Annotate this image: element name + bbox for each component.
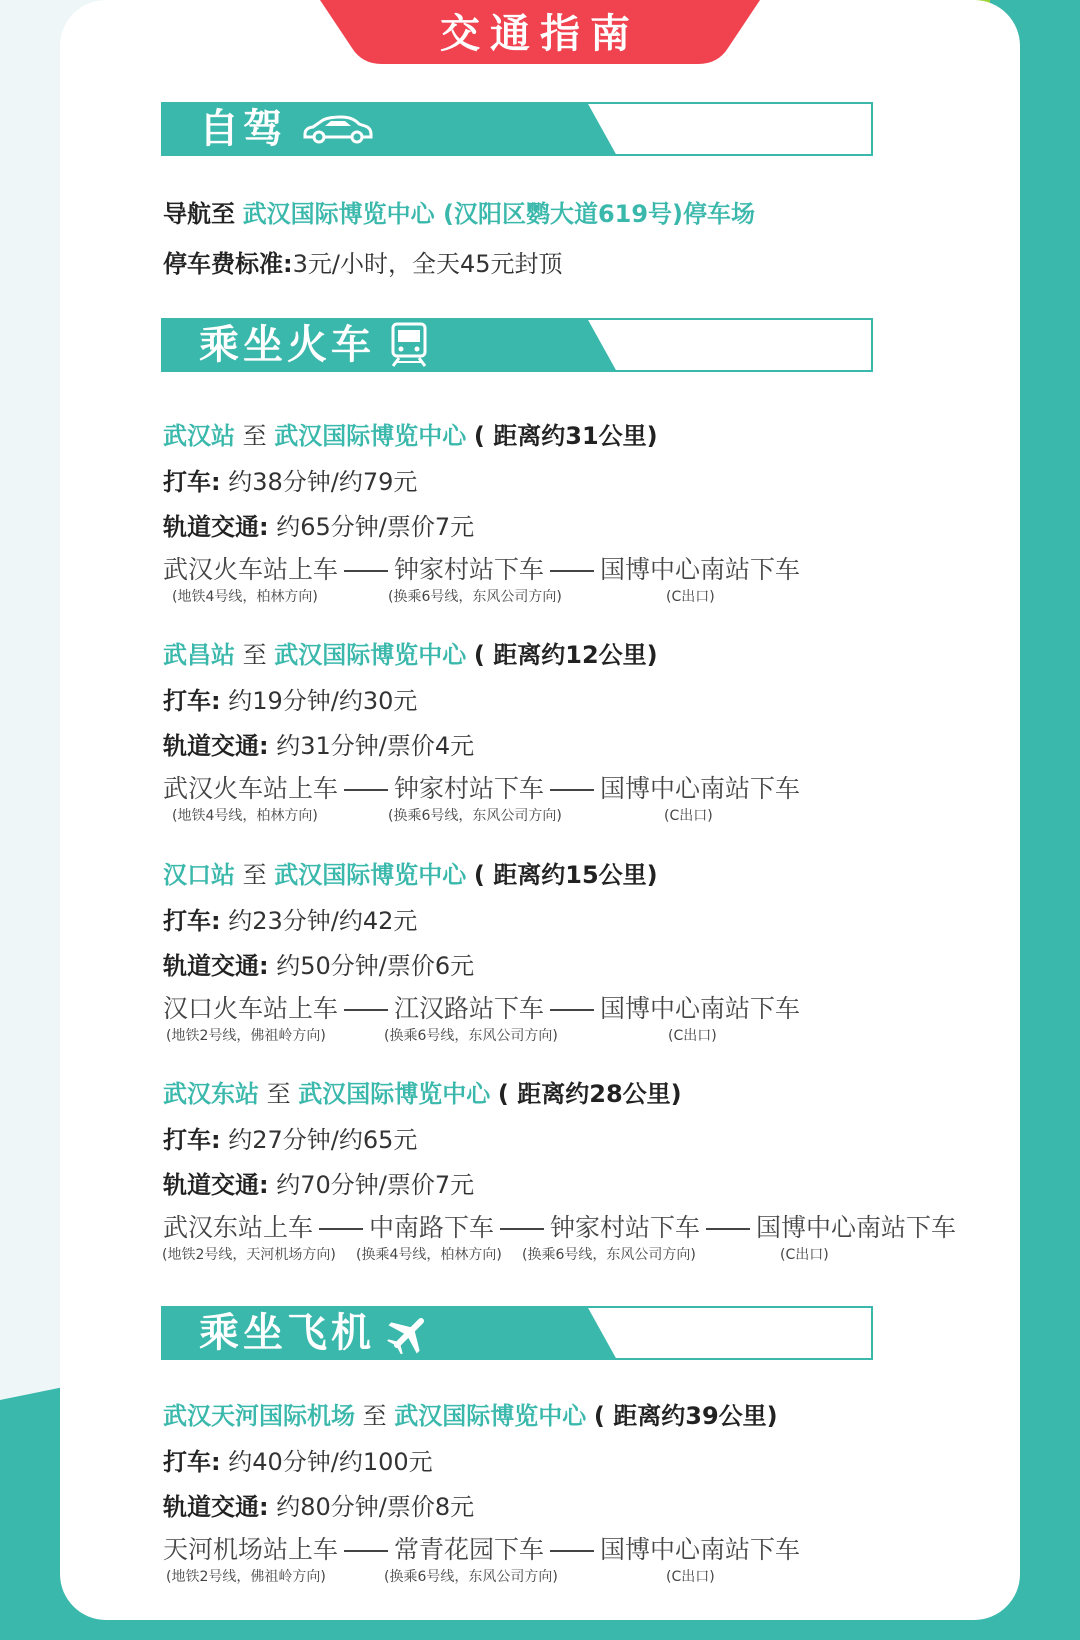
route-step: 中南路下车 [369,1213,495,1242]
route-step: 国博中心南站下车 [600,774,801,803]
section-title-plane: 乘坐飞机 [199,1310,375,1356]
route-note: (地铁4号线，柏林方向) [172,589,318,605]
rail-value: 约80分钟/票价8元 [276,1493,475,1521]
route-line [163,1208,956,1244]
route-note: (换乘6号线，东风公司方向) [384,1028,558,1044]
route-note: (C出口) [664,808,713,824]
train-icon [389,322,429,368]
parking-fee-value: 3元/小时，全天45元封顶 [292,250,563,278]
to-word: 至 [362,1402,387,1430]
to-word: 至 [242,641,267,669]
route-step: 常青花园下车 [394,1535,545,1564]
taxi-value: 约38分钟/约79元 [228,468,418,496]
route-step: 国博中心南站下车 [600,994,801,1023]
route-step: 天河机场站上车 [163,1535,339,1564]
parking-fee-line [163,244,563,279]
airport-dest: 武汉国际博览中心 [394,1402,587,1430]
section-header-self-drive [161,102,873,156]
distance: ( 距离约39公里) [593,1402,778,1430]
station-heading [163,635,658,670]
car-icon [301,114,373,144]
station-from: 汉口站 [163,861,235,889]
route-note: (C出口) [666,589,715,605]
to-word: 至 [266,1080,291,1108]
rail-label: 轨道交通: [163,1493,269,1521]
route-note: (C出口) [666,1569,715,1585]
airport-heading [163,1396,778,1431]
station-from: 武汉站 [163,422,235,450]
to-word: 至 [242,861,267,889]
route-note: (换乘6号线，东风公司方向) [384,1569,558,1585]
route-step: 国博中心南站下车 [756,1213,957,1242]
taxi-value: 约40分钟/约100元 [228,1448,433,1476]
rail-value: 约50分钟/票价6元 [276,952,475,980]
taxi-label: 打车: [163,687,221,715]
rail-line [163,1165,474,1200]
airport-from: 武汉天河国际机场 [163,1402,355,1430]
to-word: 至 [242,422,267,450]
taxi-label: 打车: [163,468,221,496]
route-note: (地铁2号线，佛祖岭方向) [166,1028,326,1044]
station-heading [163,416,658,451]
station-heading [163,1074,682,1109]
taxi-value: 约23分钟/约42元 [228,907,418,935]
station-dest: 武汉国际博览中心 [274,641,467,669]
distance: ( 距离约31公里) [473,422,658,450]
route-line [163,989,800,1025]
route-step: 钟家村站下车 [550,1213,701,1242]
route-step: 国博中心南站下车 [600,555,801,584]
route-step: 钟家村站下车 [394,774,545,803]
taxi-line [163,901,417,936]
station-from: 武昌站 [163,641,235,669]
rail-value: 约70分钟/票价7元 [276,1171,475,1199]
taxi-line [163,681,417,716]
rail-label: 轨道交通: [163,732,269,760]
taxi-line [163,1442,433,1477]
route-note: (地铁2号线，天河机场方向) [162,1247,336,1263]
station-dest: 武汉国际博览中心 [298,1080,491,1108]
rail-value: 约31分钟/票价4元 [276,732,475,760]
taxi-line [163,462,417,497]
rail-line [163,507,474,542]
taxi-value: 约27分钟/约65元 [228,1126,418,1154]
rail-value: 约65分钟/票价7元 [276,513,475,541]
rail-line [163,946,474,981]
rail-label: 轨道交通: [163,1171,269,1199]
nav-prefix: 导航至 [163,200,235,228]
route-line [163,769,800,805]
route-step: 汉口火车站上车 [163,994,339,1023]
rail-label: 轨道交通: [163,952,269,980]
route-note: (C出口) [668,1028,717,1044]
route-step: 武汉火车站上车 [163,774,339,803]
taxi-line [163,1120,417,1155]
route-step: 国博中心南站下车 [600,1535,801,1564]
route-line [163,550,800,586]
station-dest: 武汉国际博览中心 [274,861,467,889]
taxi-label: 打车: [163,1448,221,1476]
taxi-value: 约19分钟/约30元 [228,687,418,715]
route-line [163,1530,800,1566]
taxi-label: 打车: [163,1126,221,1154]
rail-label: 轨道交通: [163,513,269,541]
section-header-plane [161,1306,873,1360]
route-step: 江汉路站下车 [394,994,545,1023]
distance: ( 距离约12公里) [473,641,658,669]
station-dest: 武汉国际博览中心 [274,422,467,450]
route-note: (C出口) [780,1247,829,1263]
route-note: (换乘6号线，东风公司方向) [388,589,562,605]
section-title-train: 乘坐火车 [199,322,375,368]
airplane-icon [387,1312,431,1354]
rail-line [163,1487,474,1522]
distance: ( 距离约28公里) [497,1080,682,1108]
station-from: 武汉东站 [163,1080,259,1108]
distance: ( 距离约15公里) [473,861,658,889]
section-header-train [161,318,873,372]
route-note: (换乘6号线，东风公司方向) [388,808,562,824]
route-note: (地铁4号线，柏林方向) [172,808,318,824]
route-step: 武汉火车站上车 [163,555,339,584]
rail-line [163,726,474,761]
route-note: (换乘6号线，东风公司方向) [522,1247,696,1263]
parking-fee-label: 停车费标准: [163,250,293,278]
page-title: 交通指南 [440,11,640,57]
section-title-self-drive: 自驾 [199,106,287,152]
nav-destination: 武汉国际博览中心 (汉阳区鹦大道619号)停车场 [242,200,756,228]
nav-line [163,194,755,229]
station-heading [163,855,658,890]
route-step: 钟家村站下车 [394,555,545,584]
route-note: (地铁2号线，佛祖岭方向) [166,1569,326,1585]
route-step: 武汉东站上车 [163,1213,314,1242]
route-note: (换乘4号线，柏林方向) [356,1247,502,1263]
taxi-label: 打车: [163,907,221,935]
